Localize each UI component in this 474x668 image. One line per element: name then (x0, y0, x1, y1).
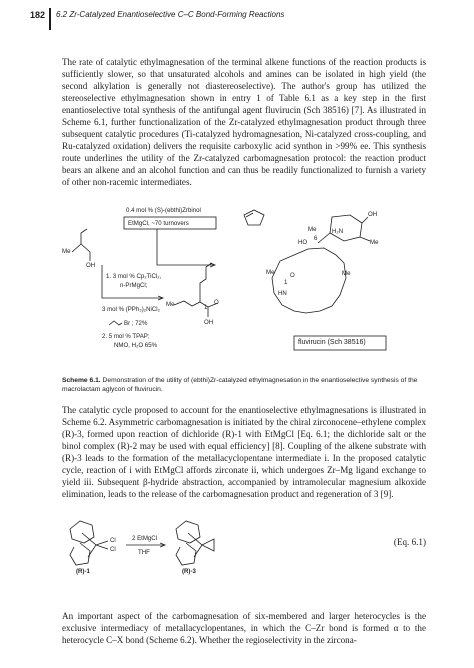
fluvirucin-name: fluvirucin (Sch 38516) (298, 339, 366, 346)
sugar-amine: H₂N (332, 228, 344, 235)
substrate-vinyl (81, 229, 87, 244)
vinyl-bromide-yield: Br ; 72% (124, 320, 148, 327)
reactant-label: (R)-1 (76, 568, 90, 575)
scheme-6-1 (62, 203, 426, 373)
equation-solvent: THF (138, 549, 150, 556)
scheme-caption (62, 376, 426, 394)
substrate-methyl: Me (62, 248, 71, 255)
ring-methyl-right: Me (342, 270, 351, 277)
caption-label: Scheme 6.1. (62, 377, 101, 384)
substrate-hydroxyl: OH (86, 262, 96, 269)
step1-line3: 3 mol % (PPh₃)₂NiCl₂ (102, 306, 161, 313)
acid-carbonyl-o: O (214, 299, 219, 306)
equation-reagent: 2 EtMgCl (132, 535, 158, 542)
dihydrofuran-ring (244, 210, 264, 225)
ethylene-ligand (202, 539, 214, 551)
ring-amide-nh: HN (278, 290, 287, 297)
acid-locant: 1 (204, 304, 208, 311)
header-rule (49, 8, 51, 30)
ring-methyl-top: Me (308, 226, 317, 233)
running-header (30, 9, 450, 25)
step2-line1: 2. 5 mol % TPAP; (102, 333, 150, 340)
body-paragraph-2: The catalytic cycle proposed to account for the enantioselective ethylmagnesations is illustrated in Scheme 6.2. Asymmetric carbomagnesation is initiated by the chiral zirconocene–ethylene complex (R)-3, formed upon reaction of dichloride (R)-1 with EtMgCl [Eq. 6.1; the dichloride salt or the binol complex (R)-2 may be used with equal efficiency] [8]. Coupling of the alkene substrate with (R)-3 leads to the formation of the metallacyclopentane intermediate i. In the proposed catalytic cycle, reaction of i with EtMgCl affords zirconate ii, which undergoes Zr–Mg ligand exchange to yield iii. Subsequent β-hydride abstraction, accompanied by intramolecular magnesium alkoxide elimination, leads to the release of the carbomagnesation product and regeneration of 3 [9]. (62, 405, 426, 499)
caption-text: Demonstration of the utility of (ebthi)Zr-catalyzed ethylmagnesation in the enantioselective synthesis of the macrolactam aglycon of fluvirucin. (62, 377, 418, 393)
reagent-catalyst: 0.4 mol % (S)-(ebthi)Zrbinol (126, 207, 201, 214)
acid-hydroxyl: OH (204, 319, 214, 326)
ring-locant-1: 1 (284, 279, 288, 286)
zr-cl-bonds (96, 541, 108, 549)
acid-alkyl-chain (200, 263, 212, 302)
equation-drawing (64, 515, 244, 575)
chloride-top: Cl (110, 537, 116, 544)
step1-line2: n-PrMgCl; (120, 282, 148, 289)
ring-methyl-left: Me (266, 269, 275, 276)
sugar-hydroxyl: OH (368, 211, 378, 218)
body-paragraph-3: An important aspect of the carbomagnesation of six-membered and larger heterocycles is the exclusive intermediacy of metallacyclopentanes, in which the C–Zr bond is formed α to the heterocycle C–X bond (Scheme 6.2). Whether the regioselectivity in the zircona- (62, 611, 426, 645)
ring-locant-6: 6 (314, 235, 318, 242)
equation-6-1 (62, 515, 426, 575)
body-paragraph-1: The rate of catalytic ethylmagnesation of the terminal alkene functions of the reaction products is sufficiently slower, so that unsaturated alcohols and amines can be isolated in high yield (the second alkylation is generally not diastereoselective). The author's group has utilized the stereoselective ethylmagnesation shown in entry 1 of Table 6.1 as a key step in the first enantioselective total synthesis of the antifungal agent fluvirucin (Sch 38516) [7]. As illustrated in Scheme 6.1, further functionalization of the Zr-catalyzed ethylmagnesation product through three subsequent catalytic procedures (Ti-catalyzed hydromagnesation, Ni-catalyzed cross-coupling, and Ru-catalyzed oxidation) delivers the requisite carboxylic acid synthon in >99% ee. This synthesis route underlines the utility of the Zr-catalyzed carbomagnesation protocol: the reaction product bears an alkene and an alcohol function and can thus be readily functionalized to furnish a variety of other non-racemic intermediates. (62, 57, 426, 187)
acid-methyl: Me (166, 301, 175, 308)
step2-line2: NMO, H₂O 65% (114, 342, 157, 349)
running-head: 6.2 Zr-Catalyzed Enantioselective C–C Bond-Forming Reactions (56, 10, 285, 19)
product-label: (R)-3 (182, 568, 196, 575)
sugar-methyl: Me (370, 239, 379, 246)
reaction-arrow-1 (157, 229, 214, 265)
sugar-ho: HO (298, 239, 308, 246)
equation-number: (Eq. 6.1) (393, 537, 426, 547)
reagent-grignard: EtMgCl, ~70 turnovers (128, 220, 189, 227)
ring-carbonyl-o: O (290, 272, 295, 279)
step1-line1: 1. 3 mol % Cp₂TiCl₂, (106, 273, 162, 280)
vinyl-bromide (109, 321, 122, 325)
substrate-chain (72, 244, 90, 261)
acid-chain (174, 301, 208, 317)
chloride-bottom: Cl (110, 546, 116, 553)
page-number: 182 (30, 10, 46, 20)
